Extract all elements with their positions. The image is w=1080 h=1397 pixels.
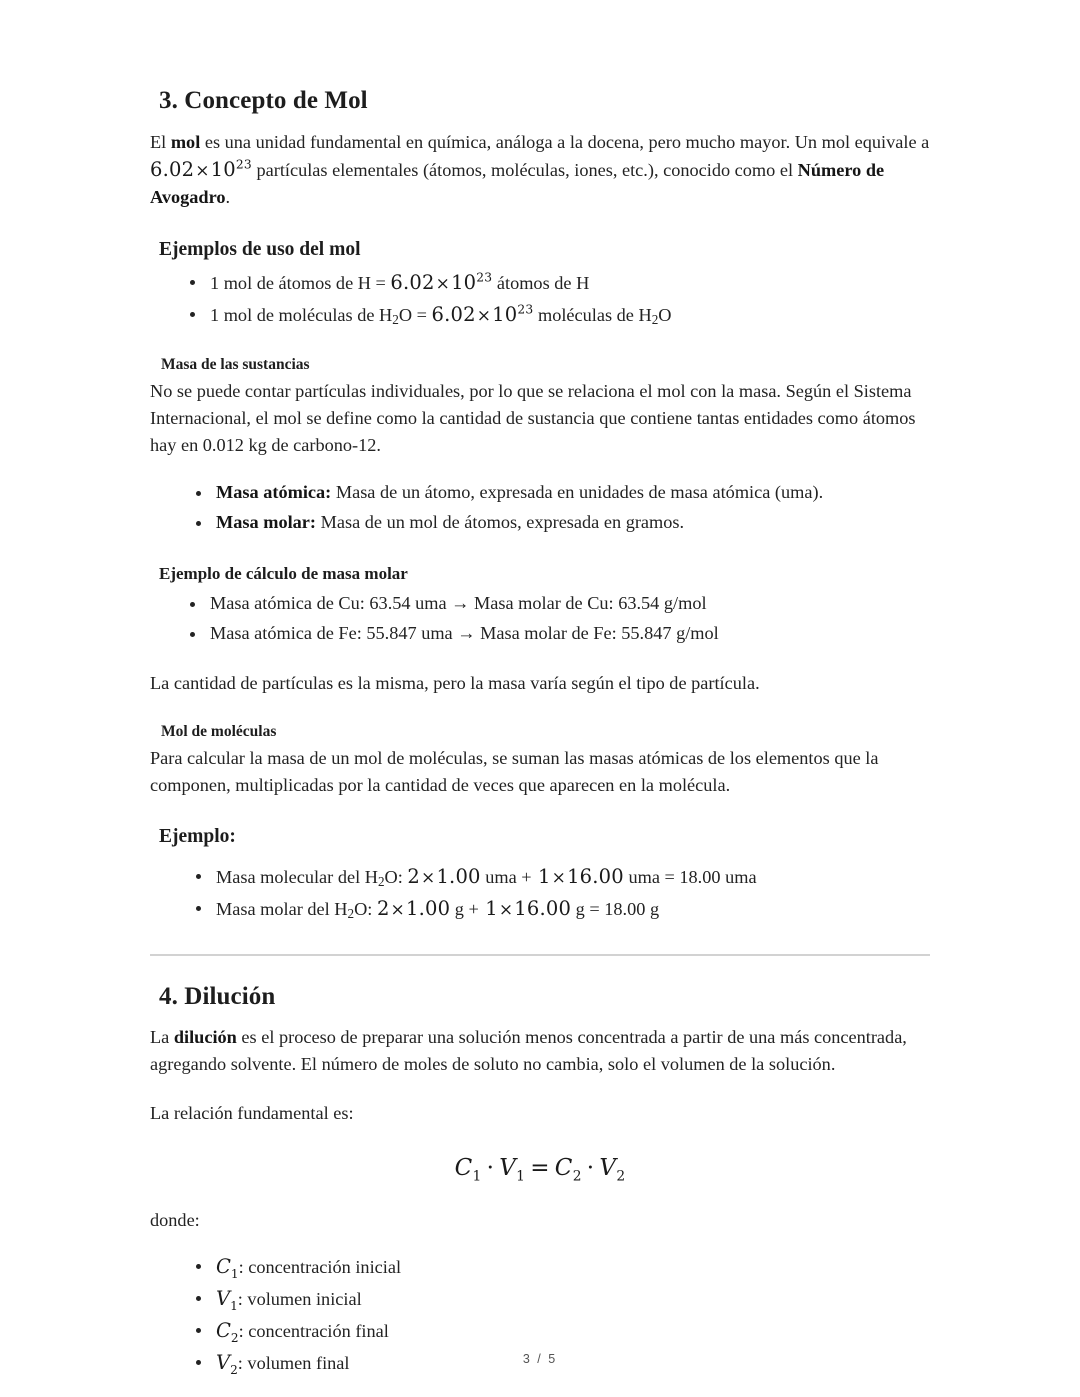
chem-subscript: 2 [347, 905, 355, 921]
example-prefix-2: O = [398, 304, 432, 325]
variable-description: : concentración final [238, 1321, 389, 1342]
list-molar-examples [150, 590, 930, 648]
intro-text-d: partículas elementales (átomos, moléculas, iones, etc.), conocido como el [251, 159, 798, 180]
variable-letter: V [216, 1351, 231, 1375]
result-value: 18.00 uma [674, 866, 757, 887]
molecule-math [407, 865, 480, 888]
dilution-intro-paragraph [150, 1024, 930, 1078]
intro-text-c: es una unidad fundamental en química, análoga a la docena, pero mucho mayor. Un mol equivale a [200, 131, 930, 152]
coefficient-2: 1 [531, 864, 551, 888]
avogadro-mantissa: 6.02 [150, 157, 195, 181]
variable-symbol [216, 1319, 239, 1346]
avogadro-number-inline [150, 158, 252, 181]
list-molecule-examples [150, 862, 930, 924]
molar-note-paragraph: La cantidad de partículas es la misma, pero la masa varía según el tipo de partícula. [150, 672, 760, 693]
definition-desc: Masa de un átomo, expresada en unidades de masa atómica (uma). [331, 482, 824, 503]
unit-1: uma [480, 866, 522, 887]
eq-equals: = [530, 1155, 550, 1182]
heading-mol-moleculas: Mol de moléculas [161, 722, 277, 740]
eq-c1: C [454, 1155, 473, 1182]
result-value: 18.00 g [599, 898, 660, 919]
example-prefix: 1 mol de átomos de H = [210, 272, 391, 293]
avogadro-exponent: 23 [517, 302, 534, 317]
dilution-text-a: La [150, 1027, 174, 1048]
molecule-math-2 [479, 897, 571, 920]
eq-v1: V [499, 1155, 517, 1182]
variable-letter: V [216, 1287, 231, 1311]
section-divider [150, 954, 930, 956]
plus-sign: + [468, 898, 479, 919]
molecule-prefix-2: O: [354, 898, 377, 919]
variable-description: : concentración inicial [238, 1257, 402, 1278]
eq-c2-sub: 2 [572, 1168, 582, 1185]
unit-1: g [450, 898, 469, 919]
value-1: 1.00 [436, 864, 481, 888]
avogadro-exponent: 23 [235, 157, 252, 172]
avogadro-mantissa: 6.02 [390, 270, 435, 294]
heading-examples-mol: Ejemplos de uso del mol [159, 238, 361, 260]
plus-sign: + [521, 866, 532, 887]
variable-subscript: 2 [230, 1331, 239, 1346]
multiplication-sign: × [498, 899, 514, 920]
value-1: 1.00 [406, 896, 451, 920]
example-suffix: átomos de H [492, 272, 590, 293]
molecule-prefix: Masa molecular del H [216, 866, 378, 887]
list-item [150, 300, 930, 330]
variable-letter: C [216, 1319, 231, 1343]
list-mass-definitions [150, 479, 930, 537]
eq-dot-1: · [486, 1155, 495, 1182]
unit-2: g [571, 898, 590, 919]
heading-ejemplo: Ejemplo: [159, 826, 236, 848]
multiplication-sign: × [551, 867, 567, 888]
multiplication-sign: × [390, 899, 405, 920]
list-item [150, 1316, 930, 1346]
variable-symbol [216, 1287, 238, 1314]
variable-description: : volumen inicial [237, 1289, 362, 1310]
eq-c2: C [554, 1155, 573, 1182]
intro-text-f: . [225, 187, 231, 208]
example-suffix-2: O [658, 304, 672, 325]
multiplication-sign: × [476, 305, 492, 326]
equals-sign: = [589, 898, 600, 919]
variable-description: : volumen final [237, 1353, 350, 1374]
avogadro-exponent: 23 [476, 270, 493, 285]
list-item [150, 1284, 930, 1314]
eq-c1-sub: 1 [472, 1168, 482, 1185]
variable-symbol [216, 1255, 239, 1282]
variable-letter: C [216, 1255, 231, 1279]
molecules-paragraph: Para calcular la masa de un mol de moléculas, se suman las masas atómicas de los elementos que la componen, multiplicadas por la cantidad de veces que aparecen en la molécula. [150, 748, 879, 796]
coefficient-1: 2 [376, 896, 390, 920]
intro-term-mol: mol [170, 131, 201, 152]
example-prefix: 1 mol de moléculas de H [210, 304, 393, 325]
page-content [150, 86, 930, 1378]
coefficient-2: 1 [478, 896, 498, 920]
list-item [150, 268, 930, 298]
list-item [150, 862, 930, 892]
chem-subscript: 2 [392, 311, 399, 327]
avogadro-base: 10 [492, 302, 518, 326]
intro-term-avogadro: Número de Avogadro [150, 159, 885, 208]
list-item: Masa atómica de Fe: 55.847 uma → Masa molar de Fe: 55.847 g/mol [150, 620, 930, 648]
relation-lead-paragraph: La relación fundamental es: [150, 1103, 354, 1124]
unit-2: uma [623, 866, 665, 887]
multiplication-sign: × [435, 273, 451, 294]
avogadro-number-inline [390, 271, 492, 294]
list-item [150, 509, 930, 537]
avogadro-mantissa: 6.02 [431, 302, 476, 326]
section-heading-dilucion: 4. Dilución [159, 982, 276, 1010]
multiplication-sign: × [420, 867, 436, 888]
variable-subscript: 2 [230, 1363, 238, 1378]
variable-subscript: 1 [230, 1299, 238, 1314]
chem-subscript: 2 [377, 873, 385, 889]
definition-term: Masa atómica: [216, 482, 332, 503]
eq-dot-2: · [586, 1155, 595, 1182]
molecule-math [377, 897, 450, 920]
value-2: 16.00 [567, 864, 624, 888]
eq-v2-sub: 2 [616, 1168, 626, 1185]
intro-text-a: El [150, 131, 171, 152]
section-heading-mol: 3. Concepto de Mol [159, 87, 368, 114]
list-item [150, 1252, 930, 1282]
donde-label: donde: [150, 1210, 200, 1231]
avogadro-number-inline [432, 303, 534, 326]
example-suffix: moléculas de H [533, 304, 652, 325]
equals-sign: = [664, 866, 675, 887]
eq-v2: V [599, 1155, 617, 1182]
variable-subscript: 1 [230, 1267, 239, 1282]
heading-masa-sustancias: Masa de las sustancias [161, 355, 310, 373]
multiplication-sign: × [195, 160, 210, 181]
list-mol-examples [150, 268, 930, 330]
mol-intro-paragraph [150, 129, 930, 212]
avogadro-base: 10 [451, 270, 477, 294]
coefficient-1: 2 [407, 864, 420, 888]
list-item [150, 479, 930, 507]
list-item: Masa atómica de Cu: 63.54 uma → Masa molar de Cu: 63.54 g/mol [150, 590, 930, 618]
avogadro-base: 10 [210, 157, 236, 181]
molecule-prefix-2: O: [384, 866, 408, 887]
definition-desc: Masa de un mol de átomos, expresada en gramos. [316, 512, 685, 533]
dilution-equation [150, 1155, 930, 1185]
mass-paragraph: No se puede contar partículas individuales, por lo que se relaciona el mol con la masa. Según el Sistema Internacional, el mol se define como la cantidad de sustancia que contiene tantas entidades como átomos hay en 0.012 kg de carbono-12. [150, 381, 916, 456]
chem-subscript: 2 [651, 311, 659, 327]
dilution-term: dilución [173, 1027, 237, 1048]
page-number-footer: 3 / 5 [522, 1352, 558, 1366]
molecule-prefix: Masa molar del H [216, 898, 348, 919]
list-item [150, 894, 930, 924]
dilution-text-c: es el proceso de preparar una solución menos concentrada a partir de una más concentrada, agregando solvente. El número de moles de soluto no cambia, solo el volumen de la solución. [150, 1027, 907, 1075]
definition-term: Masa molar: [216, 512, 317, 533]
eq-v1-sub: 1 [516, 1168, 526, 1185]
value-2: 16.00 [514, 896, 572, 920]
molecule-math-2 [532, 865, 624, 888]
heading-ejemplo-masa-molar: Ejemplo de cálculo de masa molar [159, 564, 408, 584]
